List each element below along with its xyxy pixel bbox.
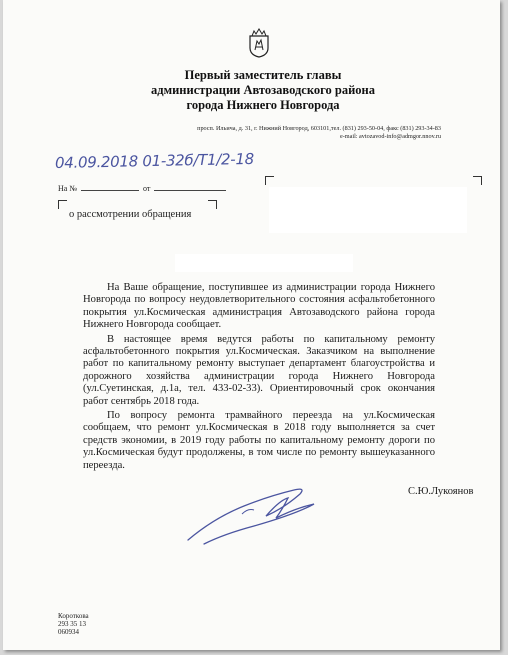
handwritten-signature: [184, 478, 324, 548]
addressee-corner-left: [265, 176, 274, 185]
coat-of-arms-icon: [247, 28, 271, 58]
subject-corner-left: [58, 200, 67, 209]
redacted-salutation: [175, 254, 353, 272]
executor-phone: 293 35 13: [58, 620, 86, 628]
signer-name: С.Ю.Лукоянов: [408, 486, 474, 497]
header-line-2: администрации Автозаводского района: [151, 83, 375, 97]
executor-name: Короткова: [58, 612, 89, 620]
sender-header: [103, 68, 423, 113]
address-email: e-mail: avtozavod-info@admgor.nnov.ru: [339, 133, 441, 140]
letter-body: [83, 282, 435, 474]
address-line-1: просп. Ильича, д. 31, г. Нижний Новгород, 603101,тел. (831) 293-50-04, факс (831) 293-34-83: [197, 125, 441, 132]
letter-subject: о рассмотрении обращения: [69, 209, 192, 220]
na-label: На №: [58, 184, 77, 193]
reference-line: [58, 184, 230, 193]
executor-code: 060934: [58, 628, 79, 636]
addressee-corner-right: [473, 176, 482, 185]
header-line-1: Первый заместитель главы: [184, 68, 342, 82]
body-paragraph-1: На Ваше обращение, поступившее из администрации города Нижнего Новгорода по вопросу неудовлетворительного состояния асфальтобетонного покрытия ул.Космическая администрация Автозаводского района города Нижнего Новгорода сообщает.: [83, 282, 435, 331]
date-blank: [154, 184, 226, 191]
subject-corner-right: [208, 200, 217, 209]
handwritten-registration-number: 04.09.2018 01-32б/Т1/2-18: [54, 149, 255, 173]
body-paragraph-2: В настоящее время ведутся работы по капитальному ремонту асфальтобетонного покрытия ул.Космическая. Заказчиком на выполнение работ по капитальному ремонту выступает департамент благоустройства и дорожного хозяйства администрации города Нижнего Новгорода (ул.Суетинская, д.1а, тел. 433-02-33). Ориентировочный срок окончания работ сентябрь 2018 года.: [83, 333, 435, 407]
redacted-addressee: [269, 187, 467, 233]
executor-info: [58, 612, 89, 636]
ot-label: от: [142, 184, 151, 193]
body-paragraph-3: По вопросу ремонта трамвайного переезда на ул.Космическая сообщаем, что ремонт ул.Космическая в 2018 году выполняется за счет средств экономии, в 2019 году работы по капитальному ремонту дороги по ул.Космическая будут продолжены, в том числе по ремонту вышеуказанного переезда.: [83, 410, 435, 471]
header-line-3: города Нижнего Новгорода: [186, 98, 340, 112]
number-blank: [81, 184, 139, 191]
letter-page: [3, 0, 500, 650]
sender-address: [103, 125, 441, 141]
